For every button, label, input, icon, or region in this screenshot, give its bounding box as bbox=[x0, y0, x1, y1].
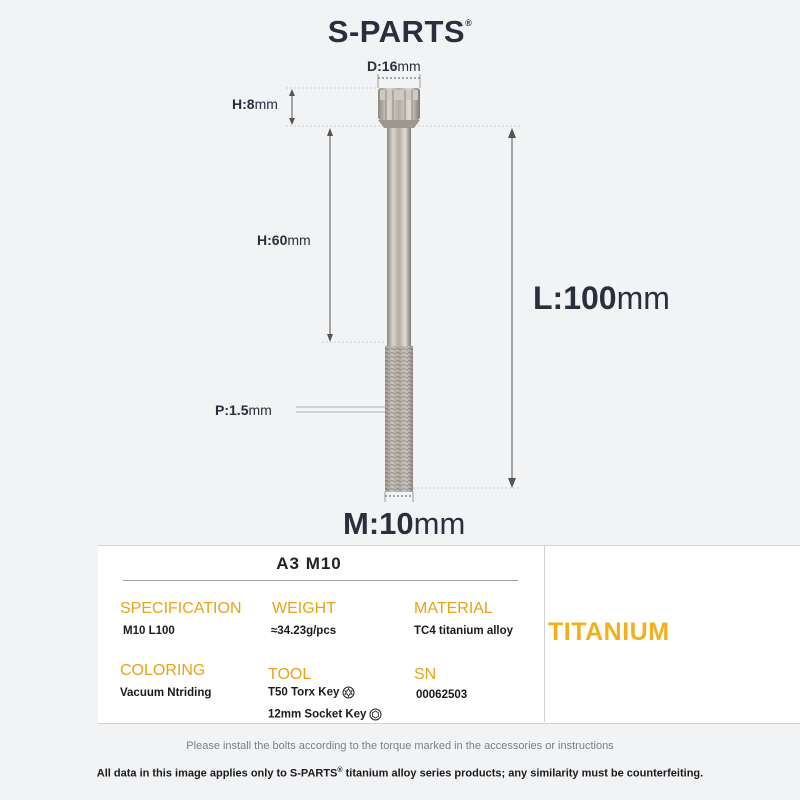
disclaimer: All data in this image applies only to S-PARTS® titanium alloy series products; any similarity must be counterfeiting. bbox=[96, 767, 704, 780]
weight-value: ≈34.23g/pcs bbox=[271, 625, 337, 637]
model-name: A3 M10 bbox=[276, 554, 342, 573]
dim-shank-height: H:60mm bbox=[257, 232, 311, 248]
sn-label: SN bbox=[414, 666, 437, 683]
dim-head-diameter: D:16mm bbox=[367, 58, 421, 74]
weight-label: WEIGHT bbox=[272, 600, 336, 617]
tool-value-torx: T50 Torx Key bbox=[268, 686, 355, 699]
torx-icon bbox=[342, 686, 355, 699]
tool-value-socket: 12mm Socket Key bbox=[268, 708, 382, 721]
brand-logo: S-PARTS® bbox=[327, 14, 473, 49]
socket-icon bbox=[369, 708, 382, 721]
card-divider bbox=[544, 545, 545, 722]
coloring-value: Vacuum Ntriding bbox=[120, 687, 212, 699]
material-value: TC4 titanium alloy bbox=[414, 625, 514, 637]
model-underline bbox=[123, 580, 518, 581]
specification-label: SPECIFICATION bbox=[120, 600, 242, 617]
sn-value: 00062503 bbox=[416, 689, 468, 701]
material-label: MATERIAL bbox=[414, 600, 493, 617]
dim-pitch: P:1.5mm bbox=[215, 402, 272, 418]
dim-head-height: H:8mm bbox=[232, 96, 278, 112]
dim-length: L:100mm bbox=[533, 280, 670, 316]
dim-thread: M:10mm bbox=[343, 506, 466, 541]
specification-value: M10 L100 bbox=[123, 625, 175, 637]
material-title: TITANIUM bbox=[548, 618, 670, 646]
coloring-label: COLORING bbox=[120, 662, 206, 679]
tool-label: TOOL bbox=[268, 666, 312, 683]
bolt-shank bbox=[387, 128, 411, 346]
bolt-head bbox=[378, 88, 420, 128]
install-note: Please install the bolts according to the torque marked in the accessories or instructions bbox=[186, 740, 614, 752]
